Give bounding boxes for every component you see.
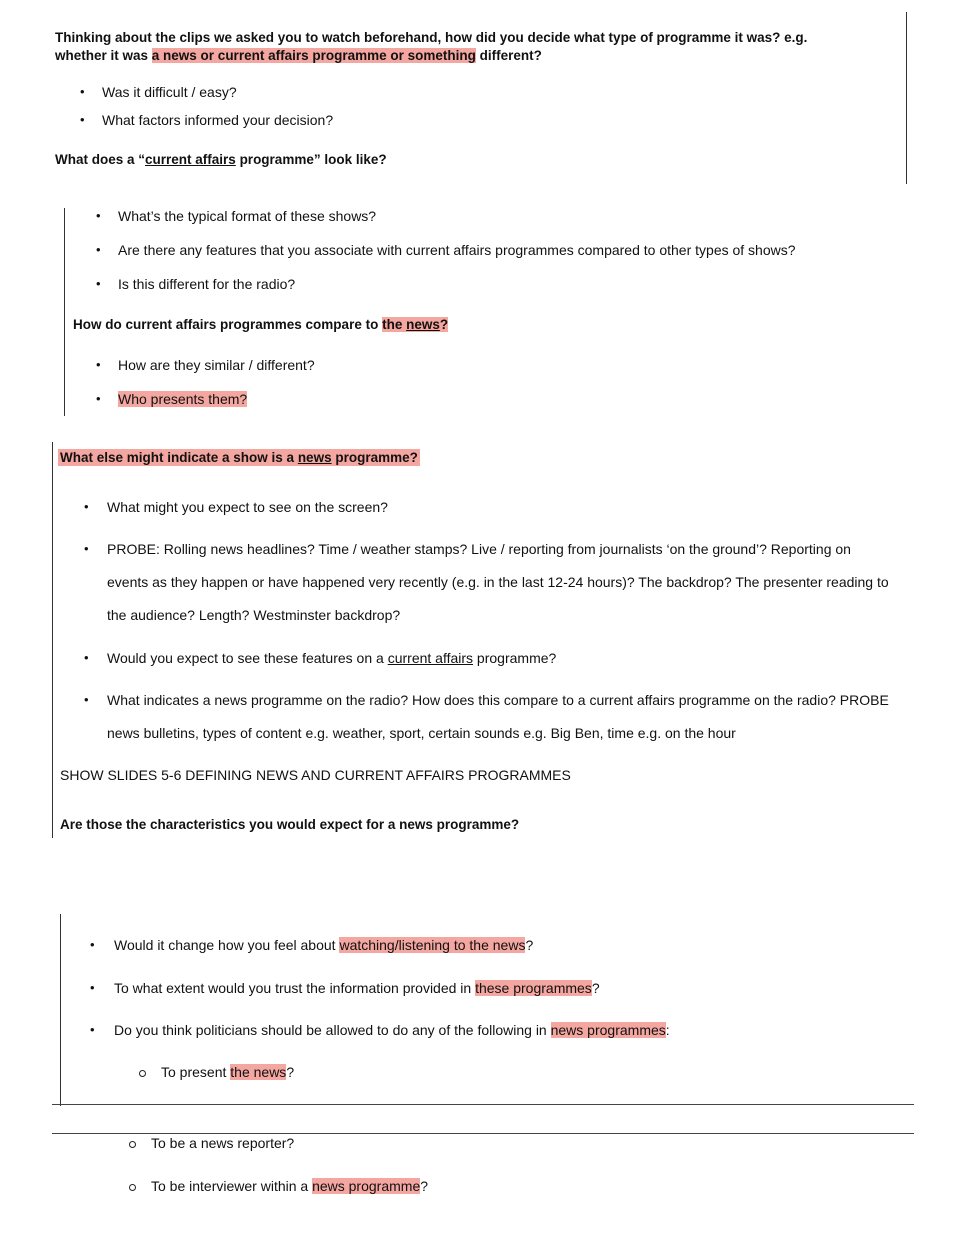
list-item: To what extent would you trust the information provided in these programmes?: [114, 980, 600, 996]
highlight: news programmes: [550, 1022, 666, 1038]
highlight: a news or current affairs programme or something: [151, 48, 476, 63]
bullet-icon: •: [90, 980, 95, 995]
list-item: What indicates a news programme on the radio? How does this compare to a current affairs programme on the radio? PROBE: [107, 692, 889, 708]
section4-left-bar: [60, 914, 61, 1106]
circle-bullet-icon: [139, 1070, 146, 1077]
bullet-icon: •: [96, 242, 101, 257]
bullet-icon: •: [90, 1022, 95, 1037]
list-item-cont: news bulletins, types of content e.g. weather, sport, certain sounds e.g. Big Ben, time e.g. on the hour: [107, 725, 736, 741]
list-item: What factors informed your decision?: [102, 112, 334, 128]
highlight: the news?: [382, 317, 449, 332]
bullet-icon: •: [80, 84, 85, 99]
circle-bullet-icon: [129, 1141, 136, 1148]
highlight: watching/listening to the news: [339, 937, 526, 953]
list-item: What might you expect to see on the screen?: [107, 499, 388, 515]
bullet-icon: •: [96, 391, 101, 406]
highlight: news programme: [312, 1178, 421, 1194]
bullet-icon: •: [84, 541, 89, 556]
show-slides-instruction: SHOW SLIDES 5-6 DEFINING NEWS AND CURRENT AFFAIRS PROGRAMMES: [60, 767, 571, 783]
bullet-icon: •: [84, 499, 89, 514]
highlight: these programmes: [475, 980, 592, 996]
list-item-cont: events as they happen or have happened very recently (e.g. in the last 12-24 hours)? The backdrop? The presenter reading to: [107, 574, 889, 590]
list-item: Do you think politicians should be allowed to do any of the following in news programmes:: [114, 1022, 670, 1038]
bullet-icon: •: [96, 276, 101, 291]
bullet-icon: •: [96, 208, 101, 223]
question-compare-news: How do current affairs programmes compare to the news?: [73, 317, 449, 332]
list-item: Who presents them?: [118, 391, 248, 407]
section2-left-bar: [64, 208, 65, 416]
list-item: Would you expect to see these features on a current affairs programme?: [107, 650, 557, 666]
list-item: How are they similar / different?: [118, 357, 315, 373]
question-programme-type-cont: whether it was a news or current affairs programme or something different?: [55, 48, 542, 63]
list-item: PROBE: Rolling news headlines? Time / weather stamps? Live / reporting from journalists ‘on the ground’? Reporting on: [107, 541, 851, 557]
bullet-icon: •: [96, 357, 101, 372]
bullet-icon: •: [84, 650, 89, 665]
section3-left-bar: [52, 442, 53, 838]
question-current-affairs-look: What does a “current affairs programme” look like?: [55, 152, 387, 167]
sub-list-item: To be interviewer within a news programme?: [151, 1178, 429, 1194]
question-line-1: Thinking about the clips we asked you to watch beforehand, how did you decide what type of programme it was? e.g.: [55, 30, 808, 45]
question-programme-type: [55, 30, 807, 45]
circle-bullet-icon: [129, 1184, 136, 1191]
right-margin-bar: [906, 12, 907, 184]
question-indicate-news: What else might indicate a show is a news programme?: [60, 450, 418, 465]
bullet-icon: •: [80, 112, 85, 127]
highlight: the news: [230, 1064, 287, 1080]
list-item: Is this different for the radio?: [118, 276, 296, 292]
divider-1: [52, 1104, 914, 1105]
sub-list-item: To present the news?: [161, 1064, 295, 1080]
list-item-cont: the audience? Length? Westminster backdrop?: [107, 607, 401, 623]
question-characteristics: Are those the characteristics you would expect for a news programme?: [60, 817, 520, 832]
list-item: Would it change how you feel about watching/listening to the news?: [114, 937, 534, 953]
sub-list-item: To be a news reporter?: [151, 1135, 295, 1151]
list-item: Are there any features that you associate with current affairs programmes compared to other types of shows?: [118, 242, 796, 258]
list-item: What’s the typical format of these shows?: [118, 208, 377, 224]
bullet-icon: •: [84, 692, 89, 707]
bullet-icon: •: [90, 937, 95, 952]
list-item: Was it difficult / easy?: [102, 84, 237, 100]
divider-2: [52, 1133, 914, 1134]
